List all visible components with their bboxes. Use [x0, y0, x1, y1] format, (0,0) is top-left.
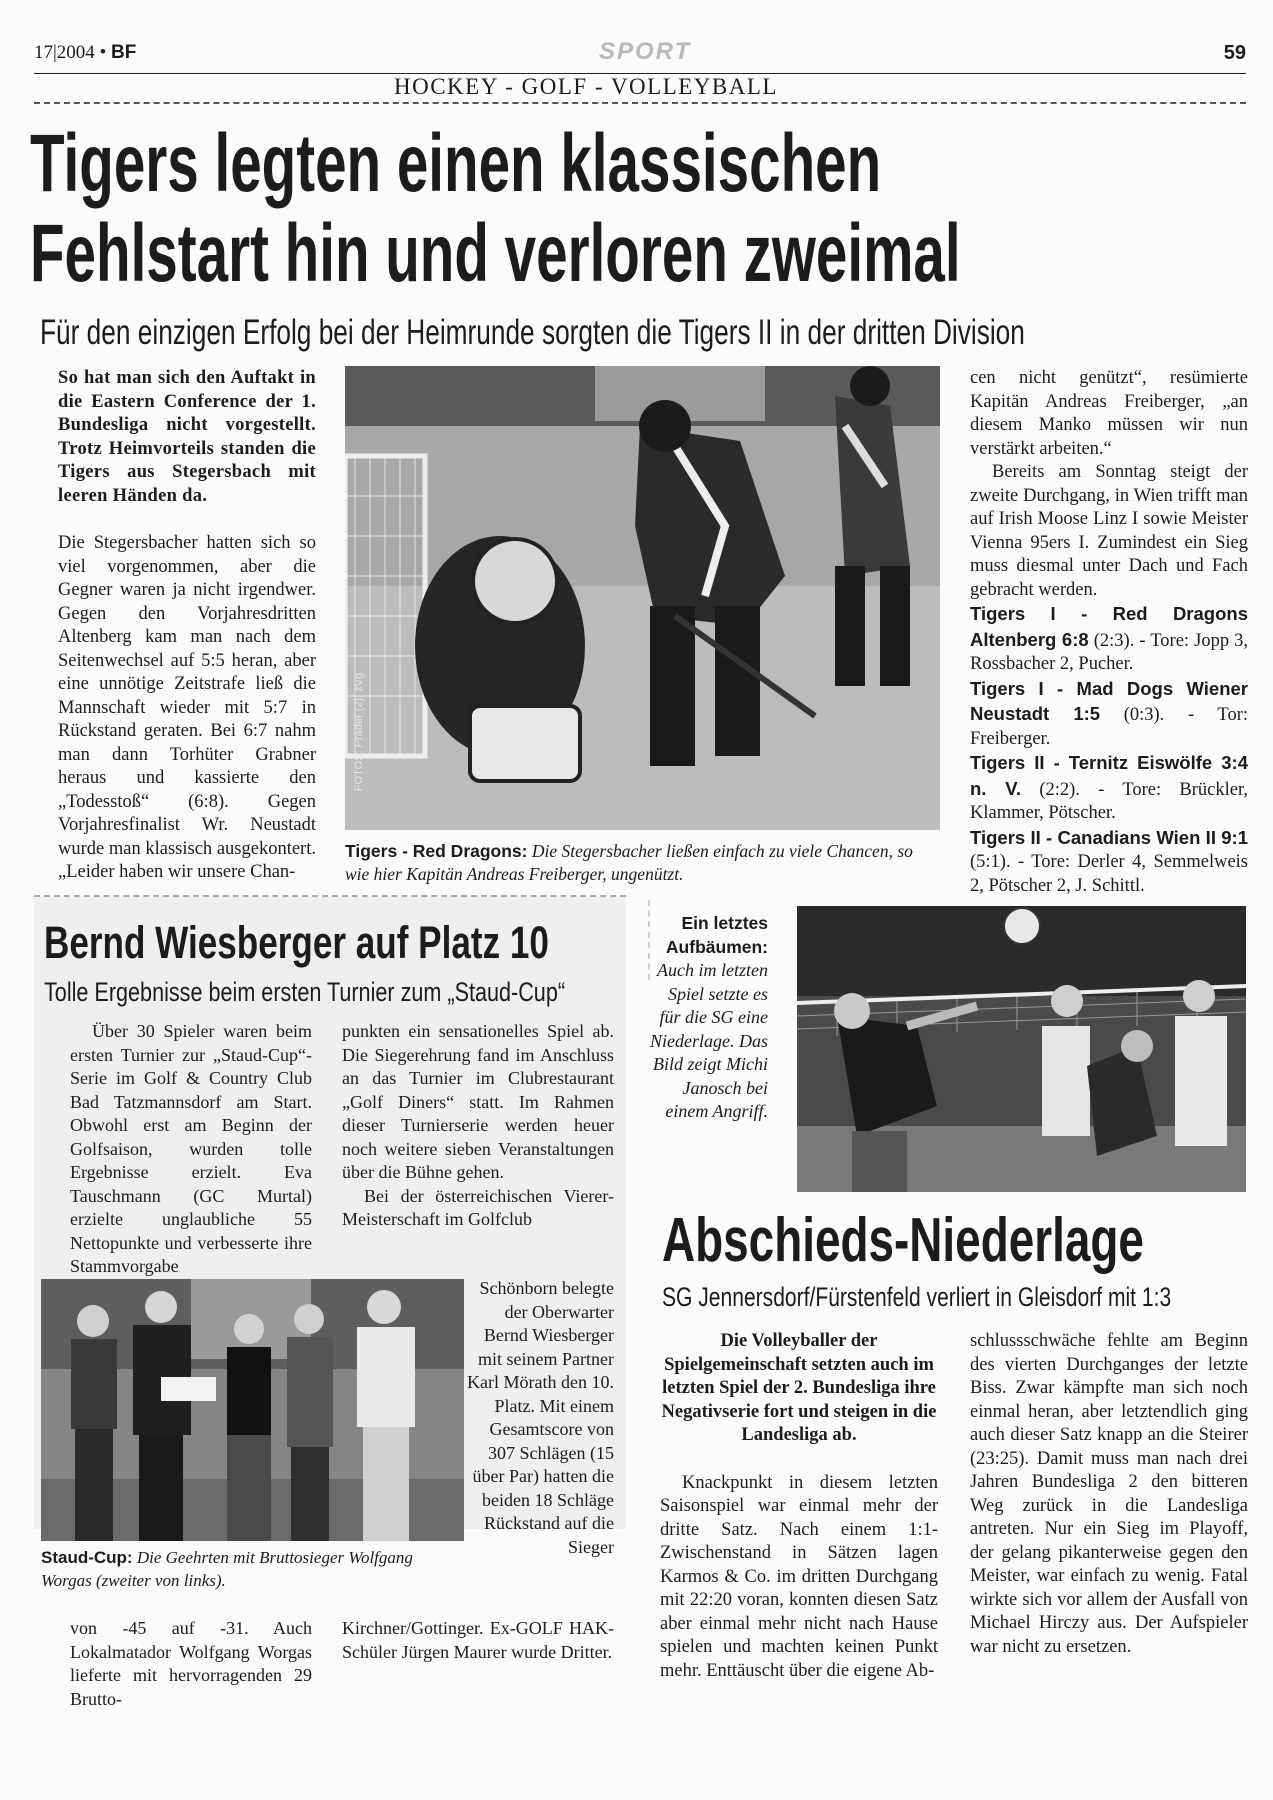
golf-column-1-end [70, 1617, 312, 1711]
golf-subheadline: Tolle Ergebnisse beim ersten Turnier zum „Staud-Cup“ [44, 977, 566, 1007]
result-detail: (2:3). - Tore: Jopp 3, Rossbacher 2, Pucher. [970, 630, 1249, 674]
volleyball-col2-text: schlussschwäche fehlte am Beginn des vierten Durchganges der letzte Biss. Zwar kämpfte man sich noch einmal heran, aber letztendlich ging auch dieser Satz knapp an die Steirer (23:25). Damit muss man nach drei Jahren Bundesliga 2 den bitteren Weg zurück in die Landesliga antreten. Nur ein Sieg im Playoff, der gelang pikanterweise gegen den Meister, war einfach zu wenig. Fatal wirkte sich vor allem der Ausfall von Michael Hirczy aus. Der Aufspieler war nicht zu ersetzen. [970, 1331, 1248, 1657]
hockey-headline-line2: Fehlstart hin und verloren zweimal [30, 208, 961, 299]
result-teams: Tigers II - Ternitz Eiswölfe 3:4 n. V. [970, 752, 1248, 799]
golf-col1-text: Über 30 Spieler waren beim ersten Turnier zur „Staud-Cup“-Serie im Golf & Country Club Bad Tatzmannsdorf am Start. Obwohl erst am Beginn der Golfsaison, wurden tolle Ergebnisse erzielt. Eva Tauschmann (GC Murtal) erzielte unglaubliche 55 Nettopunkte und verbesserte ihre Stammvorgabe [70, 1021, 312, 1276]
result-detail: (2:2). - Tore: Brückler, Klammer, Pötscher. [970, 779, 1248, 823]
golf-photo-caption [41, 1547, 461, 1592]
result-teams: Tigers I - Red Dragons Altenberg 6:8 [970, 603, 1248, 650]
hockey-photo [345, 366, 940, 830]
volleyball-headline: Abschieds-Niederlage [662, 1206, 1144, 1275]
golf-col2-p1: punkten ein sensationelles Spiel ab. Die Siegerehrung fand im Anschluss an das Turnier im Clubrestaurant „Golf Diners“ statt. Im Rahmen dieser Turnierserie werden heuer noch weitere sieben Veranstaltungen über die Bühne gehen. [342, 1021, 614, 1182]
hockey-column-3 [970, 367, 1248, 898]
hockey-headline-line1: Tigers legten einen klassischen [30, 118, 882, 209]
golf-col2-end-text: Kirchner/Gottinger. Ex-GOLF HAK-Schüler Jürgen Maurer wurde Dritter. [342, 1618, 614, 1662]
result-detail: (0:3). - Tor: Freiberger. [970, 705, 1248, 749]
volleyball-col1-text: Knackpunkt in diesem letzten Saisonspiel war einmal mehr der dritte Satz. Nach einem 1:1-Zwischenstand in Sätzen lagen Karmos & Co. im dritten Durchgang mit 22:20 voran, konnten diesen Satz aber einmal mehr nicht nach Hause spielen und machten keinen Punkt mehr. Enttäuscht über die eigene Ab- [660, 1472, 938, 1681]
golf-box [34, 897, 626, 1590]
golf-photo [41, 1279, 464, 1541]
page-number: 59 [1223, 42, 1246, 64]
result-item [970, 677, 1248, 752]
result-item [970, 826, 1248, 899]
hockey-lead: So hat man sich den Auftakt in die Eastern Conference der 1. Bundesliga nicht vorgestellt. Trotz Heimvorteils standen die Tigers aus Stegersbach mit leeren Händen da. [58, 368, 316, 506]
hockey-caption-label: Tigers - Red Dragons: [345, 841, 528, 861]
volleyball-subheadline: SG Jennersdorf/Fürstenfeld verliert in Gleisdorf mit 1:3 [662, 1282, 1172, 1312]
golf-column-2-end [342, 1617, 614, 1664]
golf-col1-end-text: von -45 auf -31. Auch Lokalmatador Wolfgang Worgas lieferte mit hervorragenden 29 Brutto- [70, 1618, 312, 1709]
hockey-body: Die Stegersbacher hatten sich so viel vorgenommen, aber die Gegner waren ja nicht irgendwer. Gegen den Vorjahresdritten Altenberg kam man nach dem Seitenwechsel auf 5:5 heran, aber eine unnötige Zeitstrafe ließ die Mannschaft wieder mit 5:7 in Rückstand geraten. Bei 6:7 nahm man dann Torhüter Grabner heraus und kassierte den „Todesstoß“ (6:8). Gegen Vorjahresfinalist Wr. Neustadt wurde man klassisch ausgekontert. „Leider haben wir unsere Chan- [58, 533, 316, 882]
hockey-body-continued: cen nicht genützt“, resümierte Kapitän Andreas Freiberger, „an diesem Manko müssen wir nun verstärkt arbeiten.“ [970, 368, 1248, 459]
golf-box-top-rule [34, 895, 626, 897]
volleyball-lead: Die Volleyballer der Spielgemeinschaft setzten auch im letzten Spiel der 2. Bundesliga ihre Negativserie fort und steigen in die Landesliga ab. [661, 1331, 937, 1445]
golf-col2-p2: Bei der österreichischen Vierer-Meisterschaft im Golfclub [342, 1185, 614, 1229]
hockey-subheadline: Für den einzigen Erfolg bei der Heimrunde sorgten die Tigers II in der dritten Division [40, 313, 1025, 352]
golf-caption-text: Die Geehrten mit Bruttosieger Wolfgang Worgas (zweiter von links). [41, 1548, 413, 1590]
volleyball-photo [797, 906, 1246, 1192]
hockey-photo-caption [345, 840, 935, 885]
issue-number: 17|2004 [34, 42, 95, 63]
golf-photo-image [41, 1279, 464, 1541]
hockey-caption-text: Die Stegersbacher ließen einfach zu viele Chancen, so wie hier Kapitän Andreas Freiberger, ungenützt. [345, 841, 913, 884]
golf-column-2 [342, 1020, 614, 1232]
volleyball-caption-label: Ein letztes Aufbäumen: [665, 913, 768, 957]
header-bullet: • [99, 42, 107, 63]
result-item [970, 751, 1248, 826]
hockey-headline [30, 118, 1210, 300]
volleyball-photo-image [797, 906, 1246, 1192]
page-header [34, 38, 1246, 104]
publication-name: BF [110, 42, 137, 63]
hockey-photo-credit: FOTOS: Prader (2), zVg [353, 672, 366, 792]
golf-col2-narrow-text: Schönborn belegte der Oberwarter Bernd Wiesberger mit seinem Partner Karl Mörath den 10. Platz. Mit einem Gesamtscore von 307 Schlägen (15 über Par) hatten die beiden 18 Schläge Rückstand auf die Sieger [467, 1278, 614, 1557]
section-label: SPORT [599, 38, 692, 65]
volleyball-column-2 [970, 1330, 1248, 1659]
result-item [970, 602, 1248, 677]
hockey-photo-image [345, 366, 940, 830]
hockey-column-1 [58, 367, 316, 885]
golf-headline: Bernd Wiesberger auf Platz 10 [44, 917, 549, 968]
result-teams: Tigers I - Mad Dogs Wiener Neustadt 1:5 [970, 677, 1248, 724]
volleyball-side-caption [650, 912, 768, 1124]
result-teams: Tigers II - Canadians Wien II 9:1 [970, 826, 1248, 848]
hockey-results [970, 602, 1248, 898]
golf-column-1 [70, 1020, 312, 1279]
volleyball-column-1 [660, 1330, 938, 1683]
volleyball-caption-text: Auch im letzten Spiel setzte es für die SG eine Niederlage. Das Bild zeigt Michi Janosch bei einem Angriff. [650, 960, 768, 1121]
header-dashed-rule [34, 102, 1246, 104]
golf-column-2-narrow [466, 1277, 614, 1559]
result-detail: (5:1). - Tore: Derler 4, Semmelweis 2, Pötscher 2, J. Schittl. [970, 852, 1248, 896]
rubric: HOCKEY - GOLF - VOLLEYBALL [394, 74, 778, 99]
golf-caption-label: Staud-Cup: [41, 1548, 133, 1567]
hockey-body-second-round: Bereits am Sonntag steigt der zweite Durchgang, in Wien trifft man auf Irish Moose Linz I sowie Meister Vienna 95ers I. Zumindest ein Sieg muss diesmal unter Dach und Fach gebracht werden. [970, 462, 1248, 600]
